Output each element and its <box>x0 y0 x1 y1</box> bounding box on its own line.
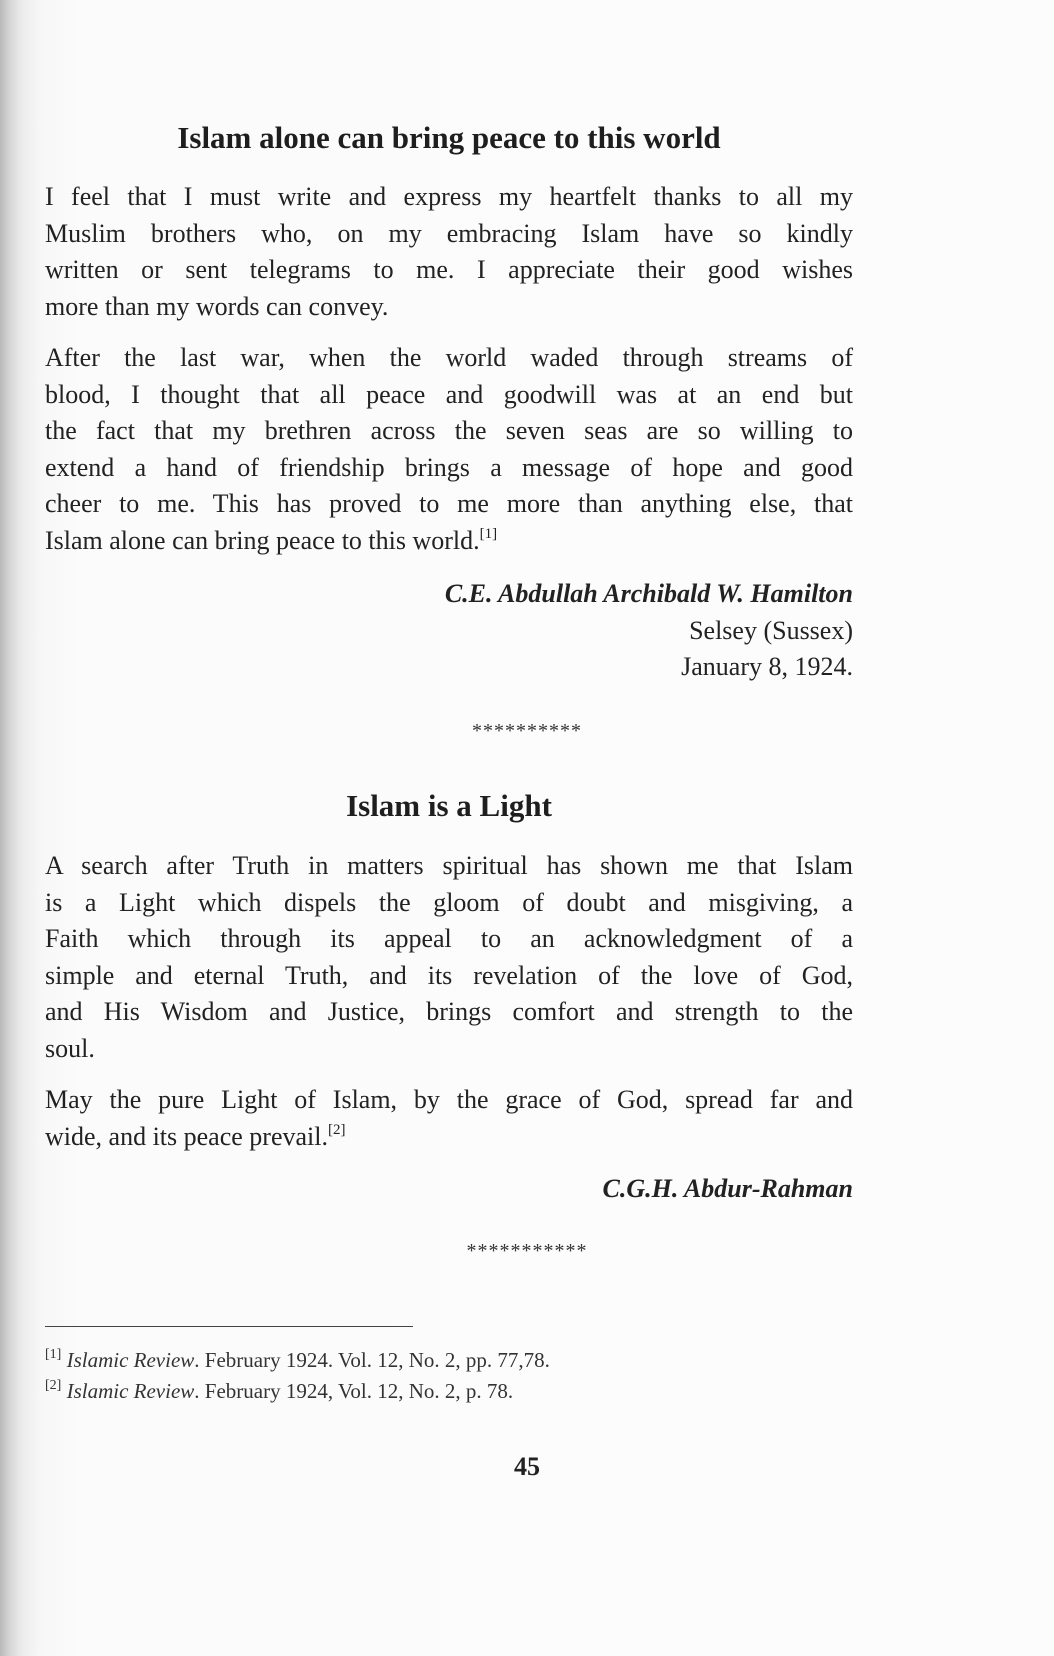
text-line: After the last war, when the world waded through streams of <box>45 343 853 372</box>
paragraph <box>45 1082 853 1155</box>
text-line: soul. <box>45 1033 95 1063</box>
text-line: more than my words can convey. <box>45 291 389 321</box>
text-line <box>45 1119 853 1156</box>
text-line <box>45 523 853 560</box>
line-text: Islam alone can bring peace to this world. <box>45 525 480 555</box>
text-line: Muslim brothers who, on my embracing Islam have so kindly <box>45 218 853 248</box>
text-line: simple and eternal Truth, and its revelation of the love of God, <box>45 960 853 990</box>
place: Selsey (Sussex) <box>689 616 853 645</box>
text-line: cheer to me. This has proved to me more than anything else, that <box>45 489 853 519</box>
text-line: blood, I thought that all peace and goodwill was at an end but <box>45 379 853 409</box>
separator: ********** <box>472 720 582 742</box>
text-line: May the pure Light of Islam, by the grace of God, spread far and <box>45 1085 853 1114</box>
text-line: extend a hand of friendship brings a message of hope and good <box>45 452 853 482</box>
footnote: [2] Islamic Review. February 1924, Vol. 12, No. 2, p. 78. <box>45 1378 514 1403</box>
text-line: Faith which through its appeal to an acknowledgment of a <box>45 924 853 954</box>
text-line: the fact that my brethren across the seven seas are so willing to <box>45 416 853 446</box>
line-text: wide, and its peace prevail. <box>45 1121 328 1151</box>
paragraph <box>45 340 853 560</box>
text-line: and His Wisdom and Justice, brings comfort and strength to the <box>45 997 853 1027</box>
text-line: written or sent telegrams to me. I appreciate their good wishes <box>45 255 853 285</box>
footnote-divider <box>45 1326 413 1327</box>
section-title: Islam alone can bring peace to this world <box>177 120 721 155</box>
footnote-reference[interactable]: [1] <box>479 525 498 542</box>
signature: C.E. Abdullah Archibald W. Hamilton <box>444 579 853 608</box>
page-number: 45 <box>514 1452 540 1481</box>
paragraph <box>45 179 853 325</box>
text-line: I feel that I must write and express my heartfelt thanks to all my <box>45 182 853 211</box>
footnote-reference[interactable]: [2] <box>328 1121 346 1138</box>
paragraph <box>45 848 853 1068</box>
separator: *********** <box>466 1240 588 1262</box>
text-line: A search after Truth in matters spiritual has shown me that Islam <box>45 851 853 880</box>
section-title: Islam is a Light <box>346 788 552 823</box>
footnote: [1] Islamic Review. February 1924. Vol. 12, No. 2, pp. 77,78. <box>45 1347 550 1372</box>
date: January 8, 1924. <box>681 652 853 681</box>
signature: C.G.H. Abdur-Rahman <box>602 1174 853 1203</box>
text-line: is a Light which dispels the gloom of doubt and misgiving, a <box>45 887 853 917</box>
